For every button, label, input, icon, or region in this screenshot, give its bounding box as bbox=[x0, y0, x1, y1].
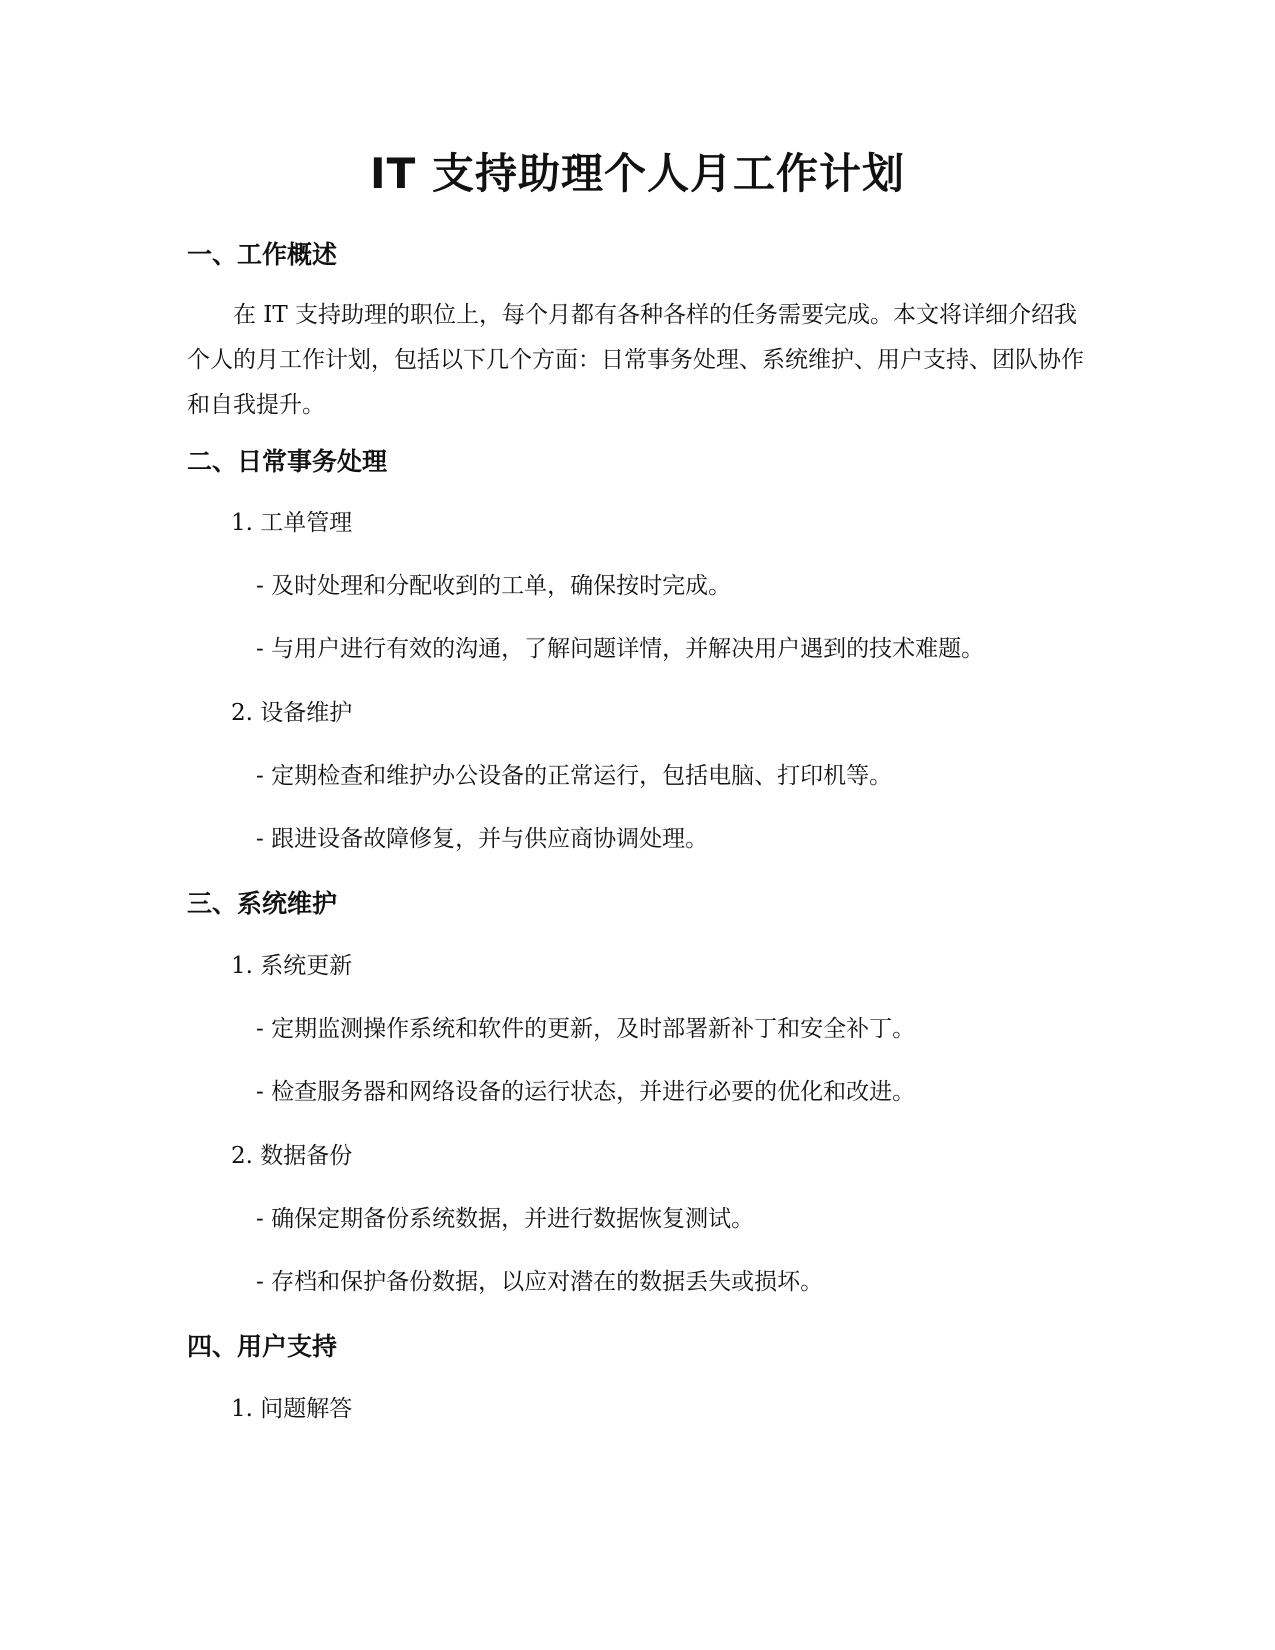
list-item-data-backup: 2. 数据备份 bbox=[231, 1143, 353, 1169]
list-subitem: - 确保定期备份系统数据，并进行数据恢复测试。 bbox=[256, 1206, 755, 1232]
list-item-system-update: 1. 系统更新 bbox=[231, 953, 353, 979]
list-item-ticket-management: 1. 工单管理 bbox=[231, 510, 353, 536]
list-subitem: - 跟进设备故障修复，并与供应商协调处理。 bbox=[256, 826, 709, 852]
list-subitem: - 存档和保护备份数据，以应对潜在的数据丢失或损坏。 bbox=[256, 1269, 824, 1295]
list-subitem: - 定期监测操作系统和软件的更新，及时部署新补丁和安全补丁。 bbox=[256, 1016, 916, 1042]
section-heading-overview: 一、工作概述 bbox=[187, 240, 338, 269]
list-subitem: - 定期检查和维护办公设备的正常运行，包括电脑、打印机等。 bbox=[256, 763, 893, 789]
section-heading-daily-affairs: 二、日常事务处理 bbox=[187, 447, 388, 476]
list-subitem: - 及时处理和分配收到的工单，确保按时完成。 bbox=[256, 573, 732, 599]
list-subitem: - 检查服务器和网络设备的运行状态，并进行必要的优化和改进。 bbox=[256, 1079, 916, 1105]
list-item-question-answering: 1. 问题解答 bbox=[231, 1396, 353, 1422]
overview-paragraph: 在 IT 支持助理的职位上，每个月都有各种各样的任务需要完成。本文将详细介绍我个人的月工作计划，包括以下几个方面：日常事务处理、系统维护、用户支持、团队协作和自我提升。 bbox=[187, 302, 1084, 418]
section-heading-user-support: 四、用户支持 bbox=[187, 1332, 338, 1361]
section-heading-system-maintenance: 三、系统维护 bbox=[187, 889, 338, 918]
document-title: IT 支持助理个人月工作计划 bbox=[370, 149, 905, 198]
list-subitem: - 与用户进行有效的沟通，了解问题详情，并解决用户遇到的技术难题。 bbox=[256, 636, 985, 662]
list-item-equipment-maintenance: 2. 设备维护 bbox=[231, 700, 353, 726]
